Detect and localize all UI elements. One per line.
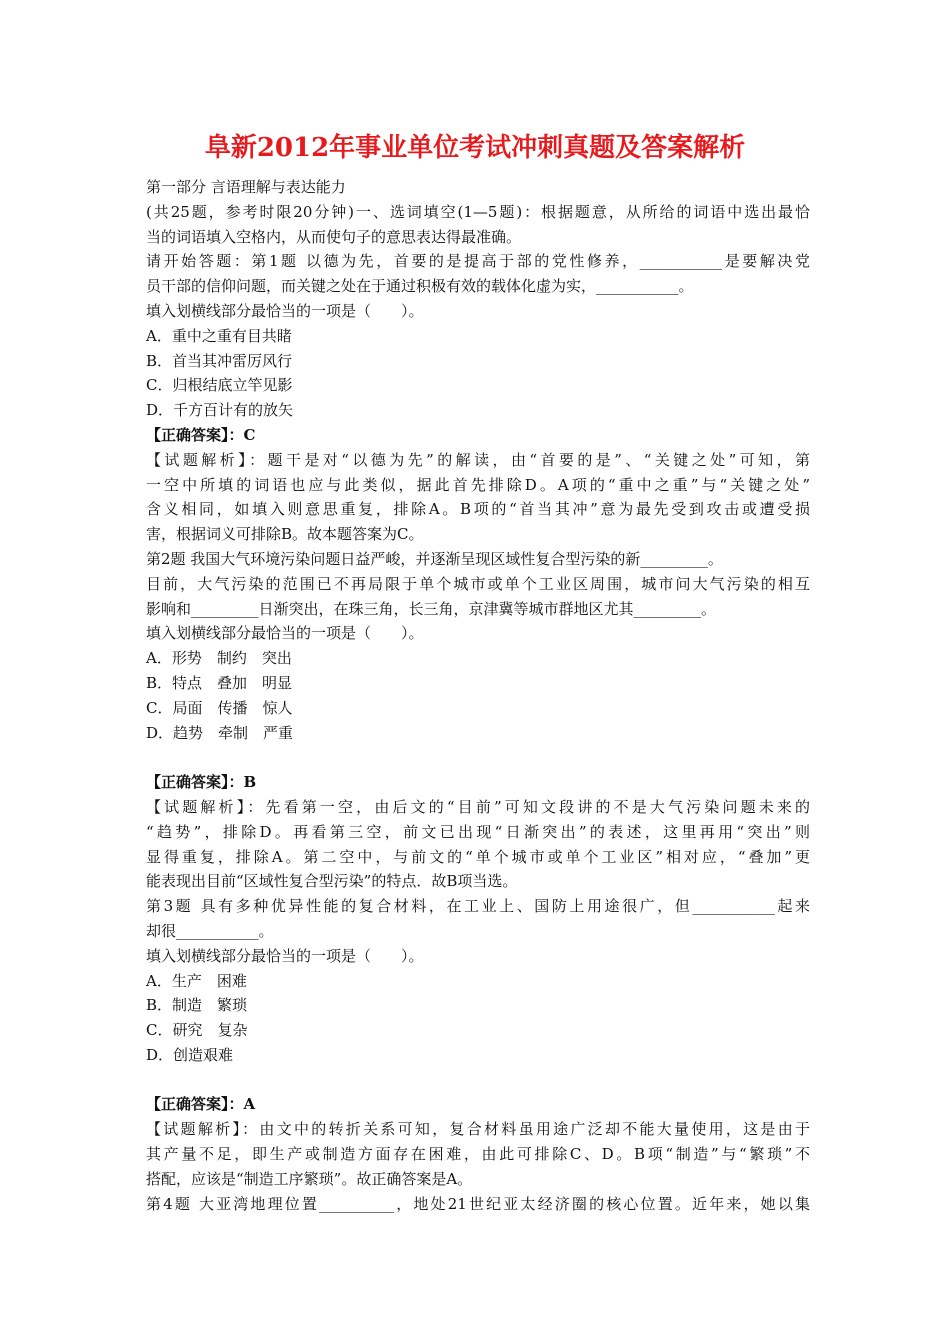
option-b: B．制造 繁琐 — [146, 996, 248, 1015]
option-c: C．局面 传播 惊人 — [146, 698, 293, 717]
explanation-text: 能表现出目前“区域性复合型污染”的特点．故B项当选。 — [146, 872, 518, 891]
explanation-text: 一空中所填的词语也应与此类似，据此首先排除D。A项的“重中之重”与“关键之处” — [146, 475, 810, 494]
question-text: 第3题 具有多种优异性能的复合材料，在工业上、国防上用途很广，但___________起来 — [146, 897, 810, 916]
option-a: A．重中之重有目共睹 — [146, 326, 292, 345]
question-text: 却很___________。 — [146, 921, 274, 940]
explanation-text: 【试题解析】：先看第一空，由后文的“目前”可知文段讲的不是大气污染问题未来的 — [146, 797, 810, 816]
explanation-text: 其产量不足，即生产或制造方面存在困难，由此可排除C、D。B项“制造”与“繁琐”不 — [146, 1145, 810, 1164]
question-text: 目前，大气污染的范围已不再局限于单个城市或单个工业区周围，城市问大气污染的相互 — [146, 574, 810, 593]
question-prompt: 填入划横线部分最恰当的一项是（ ）。 — [146, 624, 424, 643]
option-d: D．创造艰难 — [146, 1045, 234, 1064]
explanation-text: 【试题解析】：由文中的转折关系可知，复合材料虽用途广泛却不能大量使用，这是由于 — [146, 1120, 810, 1139]
explanation-text: 【试题解析】：题干是对“以德为先”的解读，由“首要的是”、“关键之处”可知，第 — [146, 450, 810, 469]
answer-line: 【正确答案】：A — [146, 1095, 256, 1114]
option-b: B．首当其冲雷厉风行 — [146, 351, 293, 370]
option-b: B．特点 叠加 明显 — [146, 673, 293, 692]
question-text: 请开始答题：第1题 以德为先，首要的是提高于部的党性修养，___________是要解决党 — [146, 252, 810, 271]
explanation-text: “趋势”，排除D。再看第三空，前文已出现“日渐突出”的表述，这里再用“突出”则 — [146, 822, 810, 841]
option-d: D．趋势 牵制 严重 — [146, 723, 294, 742]
document-body — [146, 175, 810, 1216]
explanation-text: 害，根据词义可排除B。故本题答案为C。 — [146, 525, 424, 544]
text-line: (共25题，参考时限20分钟)一、选词填空(1—5题)：根据题意，从所给的词语中选出最恰 — [146, 202, 810, 221]
question-prompt: 填入划横线部分最恰当的一项是（ ）。 — [146, 301, 424, 320]
question-text: 员干部的信仰问题，而关键之处在于通过积极有效的载体化虚为实，___________。 — [146, 277, 694, 296]
blank-line — [146, 1068, 810, 1093]
question-prompt: 填入划横线部分最恰当的一项是（ ）。 — [146, 946, 424, 965]
question-text: 影响和_________日渐突出，在珠三角，长三角，京津冀等城市群地区尤其_________。 — [146, 599, 717, 618]
question-text: 第4题 大亚湾地理位置__________，地处21世纪亚太经济圈的核心位置。近年来，她以集 — [146, 1194, 810, 1213]
explanation-text: 搭配，应该是“制造工序繁琐”。故正确答案是A。 — [146, 1169, 473, 1188]
answer-line: 【正确答案】：C — [146, 425, 256, 444]
document-title: 阜新2012年事业单位考试冲刺真题及答案解析 — [204, 133, 746, 163]
option-c: C．研究 复杂 — [146, 1021, 248, 1040]
blank-line — [146, 745, 810, 770]
section-heading: 第一部分 言语理解与表达能力 — [146, 178, 346, 196]
option-d: D．千方百计有的放矢 — [146, 401, 294, 420]
option-a: A．形势 制约 突出 — [146, 649, 292, 668]
explanation-text: 含义相同，如填入则意思重复，排除A。B项的“首当其冲”意为最先受到攻击或遭受损 — [146, 500, 810, 519]
option-a: A．生产 困难 — [146, 971, 247, 990]
explanation-text: 显得重复，排除A。第二空中，与前文的“单个城市或单个工业区”相对应，“叠加”更 — [146, 847, 810, 866]
text-line: 当的词语填入空格内，从而使句子的意思表达得最准确。 — [146, 227, 522, 246]
answer-line: 【正确答案】：B — [146, 773, 257, 792]
option-c: C．归根结底立竿见影 — [146, 376, 293, 395]
question-text: 第2题 我国大气环境污染问题日益严峻，并逐渐呈现区域性复合型污染的新_________。 — [146, 549, 723, 568]
